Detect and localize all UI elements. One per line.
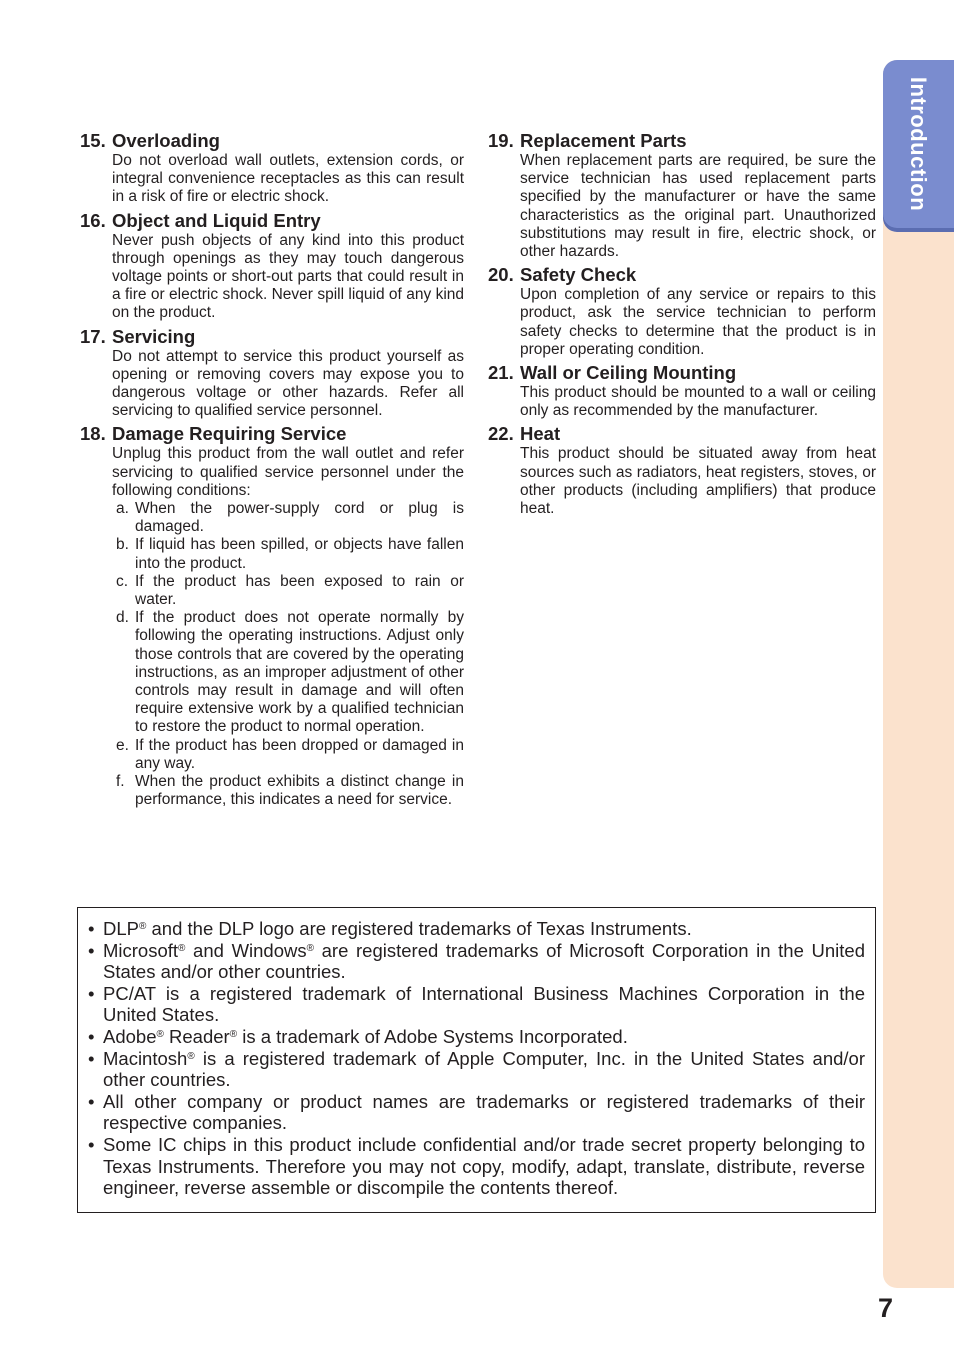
- item-body: This product should be situated away from heat sources such as radiators, heat registers, stoves, or other products (including amplifiers) that produce heat.: [520, 445, 876, 518]
- registered-mark: ®: [187, 1050, 195, 1062]
- registered-mark: ®: [156, 1028, 164, 1040]
- item-title: Overloading: [112, 130, 220, 151]
- condition-text: When the power-supply cord or plug is damaged.: [135, 500, 464, 536]
- notice-fragment: and Windows: [185, 939, 307, 961]
- notice-text: [103, 1048, 865, 1091]
- item-number: 17.: [80, 325, 106, 347]
- condition-item: [112, 737, 464, 773]
- item-body: Never push objects of any kind into this product through openings as they may touch dangerous voltage points or short-out parts that could result in a fire or electric shock. Never spill liquid of any kind on the product.: [112, 231, 464, 322]
- item-body: Do not overload wall outlets, extension cords, or integral convenience receptacles as this can result in a risk of fire or electric shock.: [112, 152, 464, 206]
- notice-fragment: Macintosh: [103, 1047, 188, 1069]
- section-tab-label: Introduction: [906, 76, 932, 212]
- notice-item-other-trademarks: [88, 1091, 865, 1134]
- section-tab-label-wrap: [883, 60, 954, 228]
- notice-item-macintosh: [88, 1048, 865, 1091]
- bullet: •: [88, 982, 95, 1004]
- item-body: This product should be mounted to a wall or ceiling only as recommended by the manufacturer.: [520, 384, 876, 420]
- item-heading: [488, 423, 876, 445]
- notice-fragment: Reader: [163, 1025, 230, 1047]
- condition-item: [112, 536, 464, 572]
- notice-item-ic-chips: [88, 1134, 865, 1199]
- item-title: Damage Requiring Service: [112, 423, 347, 445]
- safety-item-object-liquid-entry: [80, 210, 464, 323]
- notice-fragment: are registered trademarks of Microsoft Corporation in the United States and/or other countries.: [103, 939, 866, 983]
- bullet: •: [88, 1133, 95, 1155]
- item-heading: [488, 362, 876, 384]
- safety-item-overloading: [80, 130, 464, 207]
- registered-mark: ®: [306, 942, 314, 954]
- safety-item-safety-check: [488, 264, 876, 359]
- item-title: Wall or Ceiling Mounting: [520, 362, 737, 384]
- safety-item-damage-requiring-service: [80, 423, 464, 809]
- safety-item-wall-ceiling-mounting: [488, 362, 876, 420]
- safety-item-heat: [488, 423, 876, 518]
- item-number: 16.: [80, 209, 106, 231]
- condition-letter: d.: [116, 609, 129, 627]
- item-number: 20.: [488, 264, 514, 286]
- right-column: [488, 130, 876, 521]
- item-heading: [488, 130, 876, 152]
- condition-letter: f.: [116, 773, 125, 791]
- page-number: 7: [878, 1293, 894, 1323]
- safety-item-servicing: [80, 326, 464, 421]
- condition-text: If the product has been dropped or damaged in any way.: [135, 736, 464, 772]
- left-column: [80, 130, 464, 813]
- notice-text: All other company or product names are trademarks or registered trademarks of their respective companies.: [103, 1090, 865, 1134]
- notice-text: PC/AT is a registered trademark of International Business Machines Corporation in the United States.: [103, 982, 865, 1026]
- condition-letter: e.: [116, 736, 129, 754]
- notice-text: [103, 940, 865, 983]
- item-heading: [80, 326, 464, 348]
- notice-item-pc-at: [88, 983, 865, 1026]
- notice-fragment: Adobe: [103, 1025, 157, 1047]
- item-title: Replacement Parts: [520, 130, 687, 151]
- condition-text: When the product exhibits a distinct change in performance, this indicates a need for service.: [135, 773, 464, 809]
- notice-item-adobe: [88, 1026, 865, 1048]
- item-heading: [80, 423, 464, 445]
- bullet: •: [88, 939, 95, 961]
- item-body: Unplug this product from the wall outlet and refer servicing to qualified service personnel under the following conditions:: [112, 445, 464, 499]
- item-title: Servicing: [112, 325, 196, 347]
- notice-fragment: DLP: [103, 918, 139, 939]
- condition-letter: a.: [116, 500, 129, 518]
- bullet: •: [88, 1025, 95, 1047]
- item-heading: [488, 264, 876, 286]
- item-number: 21.: [488, 362, 514, 384]
- notice-item-microsoft: [88, 940, 865, 983]
- condition-text: If the product has been exposed to rain or water.: [135, 572, 464, 609]
- registered-mark: ®: [139, 921, 147, 932]
- notice-text: [103, 918, 865, 940]
- registered-mark: ®: [178, 942, 186, 954]
- safety-item-replacement-parts: [488, 130, 876, 261]
- item-heading: [80, 210, 464, 232]
- notice-text: Some IC chips in this product include confidential and/or trade secret property belonging to Texas Instruments. Therefore you may not copy, modify, adapt, translate, distribute, reverse engineer, reverse assemble or discompile the contents thereof.: [103, 1133, 865, 1199]
- notice-fragment: and the DLP logo are registered trademarks of Texas Instruments.: [146, 918, 692, 939]
- bullet: •: [88, 1090, 95, 1112]
- item-body: Do not attempt to service this product yourself as opening or removing covers may expose you to dangerous voltage or other hazards. Refer all servicing to qualified service personnel.: [112, 347, 464, 420]
- condition-letter: c.: [116, 572, 129, 590]
- item-heading: [80, 130, 464, 152]
- notice-text: [103, 1026, 865, 1048]
- item-title: Safety Check: [520, 264, 637, 286]
- notice-fragment: is a trademark of Adobe Systems Incorporated.: [237, 1025, 628, 1047]
- item-number: 19.: [488, 130, 514, 151]
- item-body: When replacement parts are required, be sure the service technician has used replacement parts specified by the manufacturer or have the same characteristics as the original part. Unauthorized substitutions may result in fire, electric shock, or other hazards.: [520, 152, 876, 261]
- item-title: Heat: [520, 423, 561, 445]
- condition-letter: b.: [116, 536, 129, 554]
- condition-item: [112, 773, 464, 809]
- registered-mark: ®: [229, 1028, 238, 1040]
- item-number: 15.: [80, 130, 106, 151]
- condition-text: If the product does not operate normally by following the operating instructions. Adjust only those controls that are covered by the operating instructions, as an improper adjustment of other controls may result in damage and will often require extensive work by a qualified technician to restore the product to normal operation.: [135, 609, 464, 736]
- item-number: 22.: [488, 423, 514, 445]
- condition-text: If liquid has been spilled, or objects have fallen into the product.: [135, 536, 464, 572]
- notice-fragment: Microsoft: [103, 939, 179, 961]
- notice-item-dlp: [88, 918, 865, 940]
- condition-item: [112, 573, 464, 609]
- item-body: Upon completion of any service or repairs to this product, ask the service technician to perform safety checks to determine that the product is in proper operating condition.: [520, 286, 876, 358]
- side-tab-background: [883, 60, 954, 1288]
- notice-fragment: is a registered trademark of Apple Computer, Inc. in the United States and/or other countries.: [103, 1047, 865, 1091]
- item-number: 18.: [80, 423, 106, 445]
- trademark-notice-box: [77, 907, 876, 1213]
- condition-item: [112, 500, 464, 536]
- bullet: •: [88, 1047, 95, 1069]
- condition-item: [112, 609, 464, 736]
- item-title: Object and Liquid Entry: [112, 209, 321, 231]
- damage-conditions-list: [112, 500, 464, 809]
- bullet: •: [88, 918, 95, 939]
